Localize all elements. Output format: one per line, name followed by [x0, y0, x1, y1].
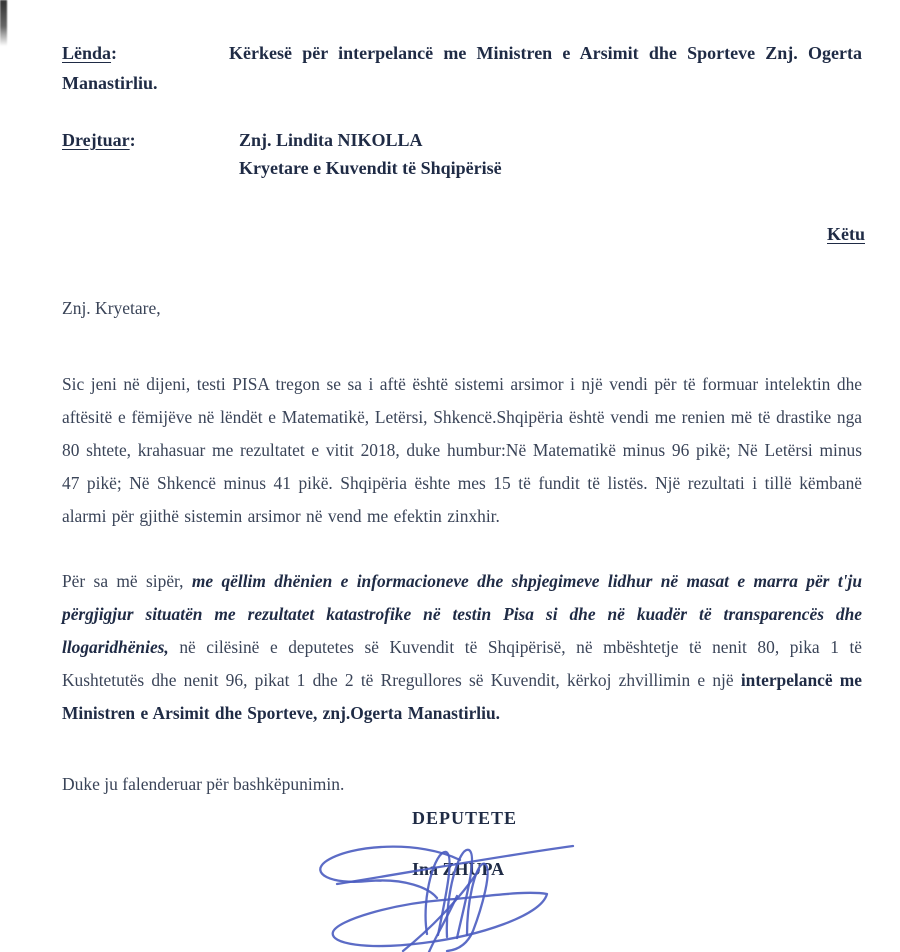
signature-stroke: [333, 893, 547, 946]
place-reference-text: Këtu: [827, 224, 865, 244]
subject-label: Lënda: [62, 43, 112, 63]
signatory-name: Ina ZHUPA: [412, 859, 505, 879]
paragraph2-middle: në cilësinë e deputetes së Kuvendit të Shqipërisë, në mbështetje të nenit 80, pika 1 të Kushtetutës dhe nenit 96, pikat 1 dhe 2 të Rregullores së Kuvendit, kërkoj zhvillimin e një: [62, 636, 862, 690]
closing-line: Duke ju falenderuar për bashkëpunimin.: [62, 773, 345, 794]
addressee-block: [62, 126, 862, 182]
addressee-label-wrap: [62, 126, 136, 154]
recipient-name: Znj. Lindita NIKOLLA: [239, 130, 423, 150]
body-paragraph-1: Sic jeni në dijeni, testi PISA tregon se sa i aftë është sistemi arsimor i një vendi për të formuar intelektin dhe aftësitë e fëmijëve në lëndët e Matematikë, Letërsi, Shkencë.Shqipëria është vendi me renien më të drastike nga 80 shtete, krahasuar me rezultatet e vitit 2018, duke humbur:Në Matematikë minus 96 pikë; Në Letërsi minus 47 pikë; Në Shkencë minus 41 pikë. Shqipëria ështe mes 15 të fundit të listës. Një rezultati i tillë këmbanë alarmi për gjithë sistemin arsimor në vend me efektin zinxhir.: [62, 374, 862, 526]
subject-separator: :: [111, 43, 118, 63]
addressee-content: [239, 126, 862, 182]
signatory-title: DEPUTETE: [412, 808, 518, 828]
signature-stroke: [403, 870, 479, 951]
body-paragraph-2: [62, 565, 862, 729]
addressee-label: Drejtuar: [62, 130, 130, 150]
subject-text: Kërkesë për interpelancë me Ministren e Arsimit dhe Sporteve Znj. Ogerta Manastirliu.: [62, 43, 862, 93]
paragraph2-bold-conclusion: interpelancë me Ministren e Arsimit dhe Sporteve, znj.Ogerta Manastirliu.: [62, 669, 863, 723]
handwritten-signature: [305, 838, 585, 952]
recipient-title: Kryetare e Kuvendit të Shqipërisë: [239, 158, 502, 178]
salutation: Znj. Kryetare,: [62, 297, 161, 318]
place-reference: [827, 222, 865, 246]
paragraph2-emphasis: me qëllim dhënien e informacioneve dhe shpjegimeve lidhur në masat e marra për t'ju përgjigjur situatën me rezultatet katastrofike në testin Pisa si dhe në kuadër të transparencës dhe llogaridhënies,: [62, 571, 862, 657]
scan-edge-artifact: [0, 0, 7, 48]
signature-stroke: [429, 896, 457, 952]
addressee-separator: :: [129, 130, 136, 150]
subject-block: [62, 38, 862, 98]
paragraph2-intro: Për sa më sipër,: [62, 571, 192, 592]
